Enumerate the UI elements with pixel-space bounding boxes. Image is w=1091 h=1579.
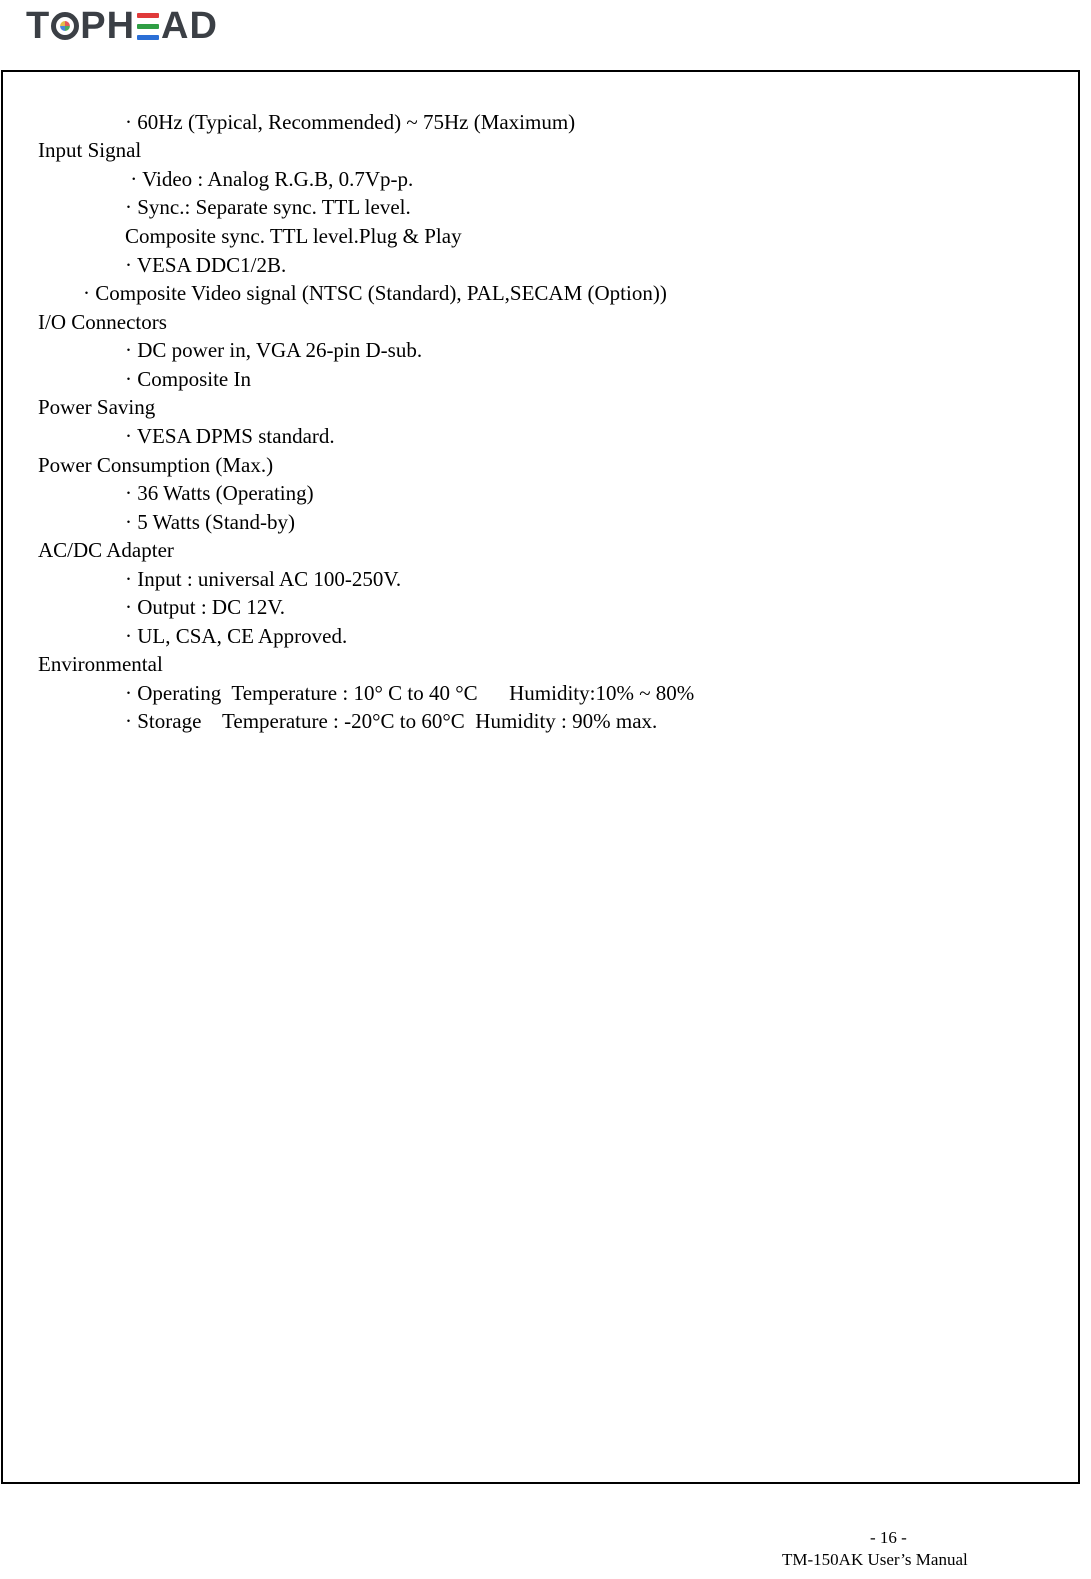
spec-line-approvals: · UL, CSA, CE Approved.: [125, 624, 348, 648]
spec-line-video: · Video : Analog R.G.B, 0.7Vp-p.: [125, 167, 414, 191]
spec-line-composite-sync: Composite sync. TTL level.Plug & Play: [125, 224, 462, 248]
spec-line-sync: · Sync.: Separate sync. TTL level.: [125, 195, 411, 219]
logo-letters-ad: AD: [161, 4, 218, 47]
section-heading-acdc-adapter: AC/DC Adapter: [38, 538, 174, 562]
spec-line-vesa-dpms: · VESA DPMS standard.: [125, 424, 335, 448]
spec-line-refresh-rate: · 60Hz (Typical, Recommended) ~ 75Hz (Maximum): [125, 110, 576, 134]
spec-line-composite-video: · Composite Video signal (NTSC (Standard), PAL,SECAM (Option)): [83, 281, 667, 305]
manual-title: TM-150AK User’s Manual: [782, 1550, 968, 1569]
spec-line-storage-environment: · Storage Temperature : -20°C to 60°C Humidity : 90% max.: [125, 709, 658, 733]
spec-line-standby-watts: · 5 Watts (Stand-by): [125, 510, 295, 534]
section-heading-io-connectors: I/O Connectors: [38, 310, 167, 334]
section-heading-power-saving: Power Saving: [38, 395, 156, 419]
section-heading-input-signal: Input Signal: [38, 138, 142, 162]
spec-line-operating-watts: · 36 Watts (Operating): [125, 481, 314, 505]
spec-line-adapter-input: · Input : universal AC 100-250V.: [125, 567, 402, 591]
spec-line-adapter-output: · Output : DC 12V.: [125, 595, 286, 619]
spec-line-dc-power: · DC power in, VGA 26-pin D-sub.: [125, 338, 423, 362]
section-heading-environmental: Environmental: [38, 652, 163, 676]
logo-letters-t: T: [26, 4, 51, 47]
logo-e-bars-icon: [137, 13, 159, 40]
spec-line-operating-environment: · Operating Temperature : 10° C to 40 °C Humidity:10% ~ 80%: [125, 681, 695, 705]
tophead-logo: [26, 4, 218, 48]
spec-line-vesa-ddc: · VESA DDC1/2B.: [125, 253, 287, 277]
page-number: - 16 -: [870, 1528, 907, 1547]
section-heading-power-consumption: Power Consumption (Max.): [38, 453, 274, 477]
logo-o-emblem-icon: [51, 12, 79, 40]
logo-letters-ph: PH: [80, 4, 136, 47]
spec-line-composite-in: · Composite In: [125, 367, 251, 391]
